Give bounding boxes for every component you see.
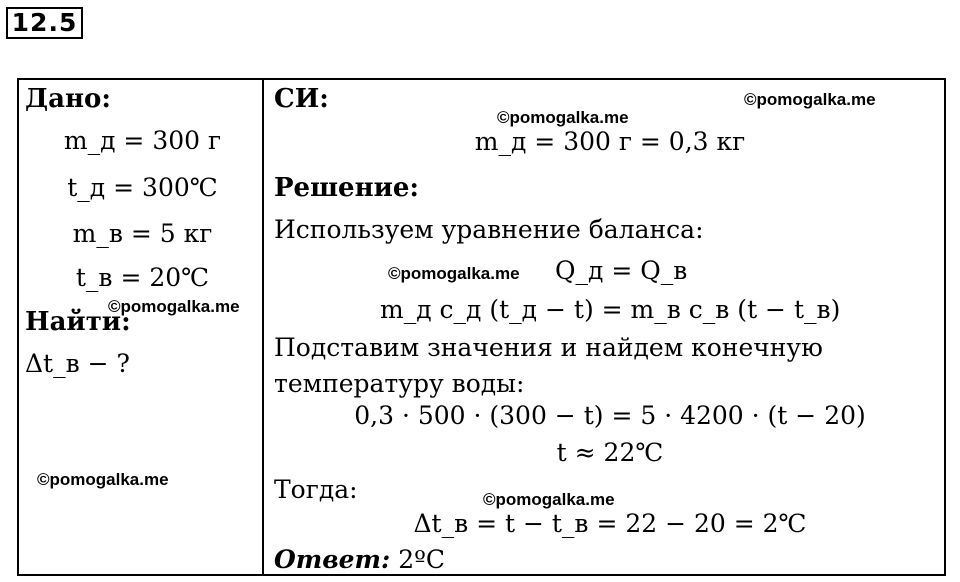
watermark: ©pomogalka.me (388, 264, 520, 283)
equation-heat-balance: Q_д = Q_в (555, 256, 688, 285)
column-divider (262, 78, 264, 576)
given-temp-water: t_в = 20℃ (75, 263, 210, 292)
given-mass-detail: m_д = 300 г (63, 126, 222, 155)
si-heading: СИ: (274, 84, 329, 114)
solution-text-balance: Используем уравнение баланса: (274, 215, 704, 244)
given-mass-water: m_в = 5 кг (72, 219, 213, 248)
solution-text-temperature: температуру воды: (274, 369, 525, 398)
given-temp-detail: t_д = 300℃ (67, 173, 218, 202)
solution-text-then: Тогда: (274, 475, 358, 504)
answer-value: 2ºС (398, 545, 445, 574)
answer-label: Ответ: (274, 545, 391, 574)
equation-final-temp: t ≈ 22℃ (556, 438, 664, 467)
solution-heading: Решение: (274, 173, 420, 203)
watermark: ©pomogalka.me (37, 470, 169, 489)
watermark: ©pomogalka.me (108, 297, 240, 316)
find-quantity: Δt_в − ? (25, 349, 130, 378)
watermark: ©pomogalka.me (483, 490, 615, 509)
solution-text-substitute: Подставим значения и найдем конечную (274, 333, 823, 362)
si-conversion: m_д = 300 г = 0,3 кг (474, 127, 746, 156)
given-heading: Дано: (25, 84, 111, 114)
find-heading: Найти: (25, 307, 131, 337)
problem-number: 12.5 (6, 7, 83, 39)
equation-substituted: 0,3 · 500 · (300 − t) = 5 · 4200 · (t − 20) (354, 401, 866, 430)
equation-heat-expanded: m_д c_д (t_д − t) = m_в c_в (t − t_в) (380, 295, 841, 324)
watermark: ©pomogalka.me (497, 108, 629, 127)
answer-line (274, 545, 445, 575)
equation-delta-t: Δt_в = t − t_в = 22 − 20 = 2℃ (413, 509, 807, 538)
watermark: ©pomogalka.me (744, 90, 876, 109)
